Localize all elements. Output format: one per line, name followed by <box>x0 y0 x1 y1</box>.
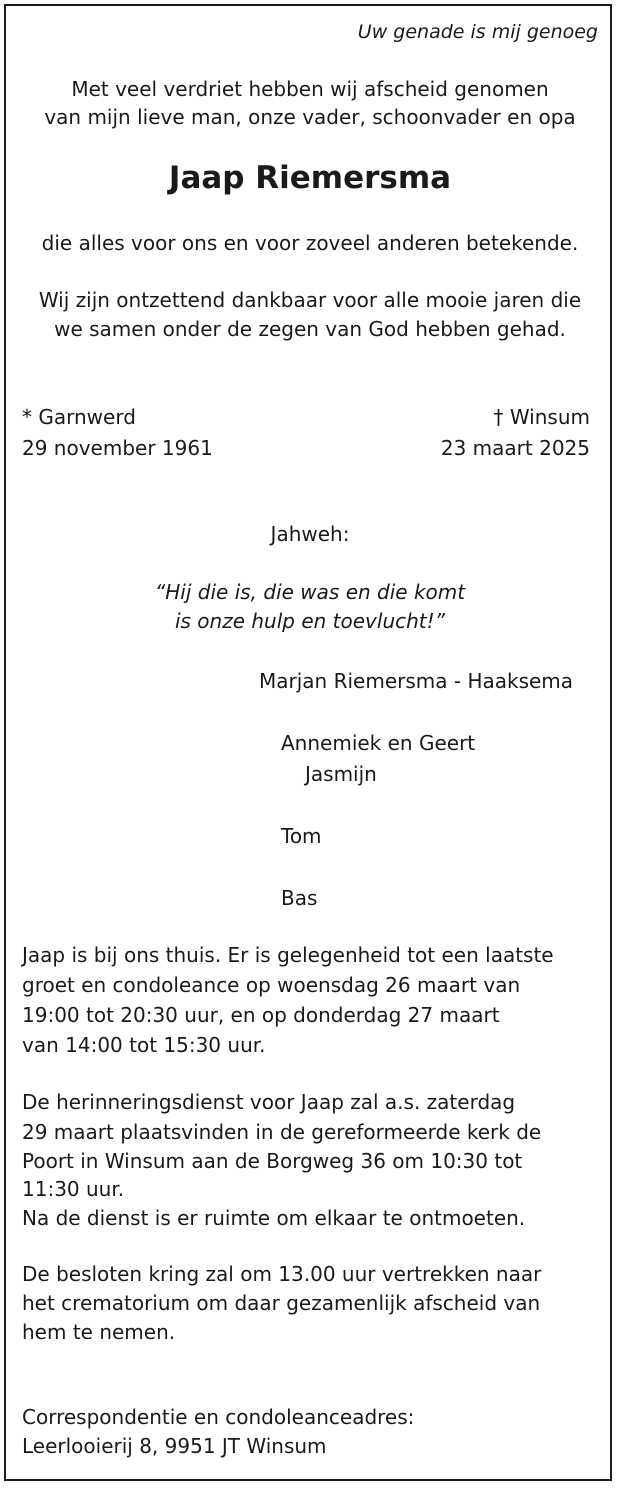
verse-line-2: is onze hulp en toevlucht!” <box>174 609 446 633</box>
service-line-2: 29 maart plaatsvinden in de gereformeerde kerk de <box>22 1120 542 1144</box>
family-spouse: Marjan Riemersma - Haaksema <box>259 669 574 693</box>
family-child-3: Bas <box>281 886 318 910</box>
cremation-line-3: hem te nemen. <box>22 1320 176 1344</box>
visitation-line-4: van 14:00 tot 15:30 uur. <box>22 1033 266 1057</box>
correspondence-address: Leerlooierij 8, 9951 JT Winsum <box>22 1434 327 1458</box>
family-child-2: Tom <box>281 824 322 848</box>
gratitude-line-1: Wij zijn ontzettend dankbaar voor alle mooie jaren die <box>38 288 582 312</box>
death-place: † Winsum <box>493 405 590 429</box>
deceased-name: Jaap Riemersma <box>168 160 452 196</box>
service-line-5: Na de dienst is er ruimte om elkaar te ontmoeten. <box>22 1206 526 1230</box>
verse-heading: Jahweh: <box>270 522 350 546</box>
service-line-3: Poort in Winsum aan de Borgweg 36 om 10:30 tot <box>22 1149 523 1173</box>
motto: Uw genade is mij genoeg <box>357 21 598 43</box>
gratitude-line-2: we samen onder de zegen van God hebben gehad. <box>54 317 566 341</box>
intro-line-2: van mijn lieve man, onze vader, schoonvader en opa <box>44 105 576 129</box>
service-line-1: De herinneringsdienst voor Jaap zal a.s. zaterdag <box>22 1090 516 1114</box>
cremation-line-1: De besloten kring zal om 13.00 uur vertrekken naar <box>22 1262 542 1286</box>
verse-line-1: “Hij die is, die was en die komt <box>154 580 466 604</box>
death-date: 23 maart 2025 <box>440 436 590 460</box>
service-line-4: 11:30 uur. <box>22 1177 125 1201</box>
visitation-line-1: Jaap is bij ons thuis. Er is gelegenheid tot een laatste <box>22 943 554 967</box>
family-child-1: Annemiek en Geert <box>281 731 476 755</box>
meaning-text: die alles voor ons en voor zoveel anderen betekende. <box>41 231 579 255</box>
visitation-line-2: groet en condoleance op woensdag 26 maart van <box>22 973 521 997</box>
correspondence-label: Correspondentie en condoleanceadres: <box>22 1405 415 1429</box>
intro-line-1: Met veel verdriet hebben wij afscheid genomen <box>71 77 549 101</box>
birth-date: 29 november 1961 <box>22 436 213 460</box>
birth-place: * Garnwerd <box>22 405 136 429</box>
family-grandchild: Jasmijn <box>305 762 377 786</box>
visitation-line-3: 19:00 tot 20:30 uur, en op donderdag 27 maart <box>22 1003 500 1027</box>
cremation-line-2: het crematorium om daar gezamenlijk afscheid van <box>22 1291 541 1315</box>
